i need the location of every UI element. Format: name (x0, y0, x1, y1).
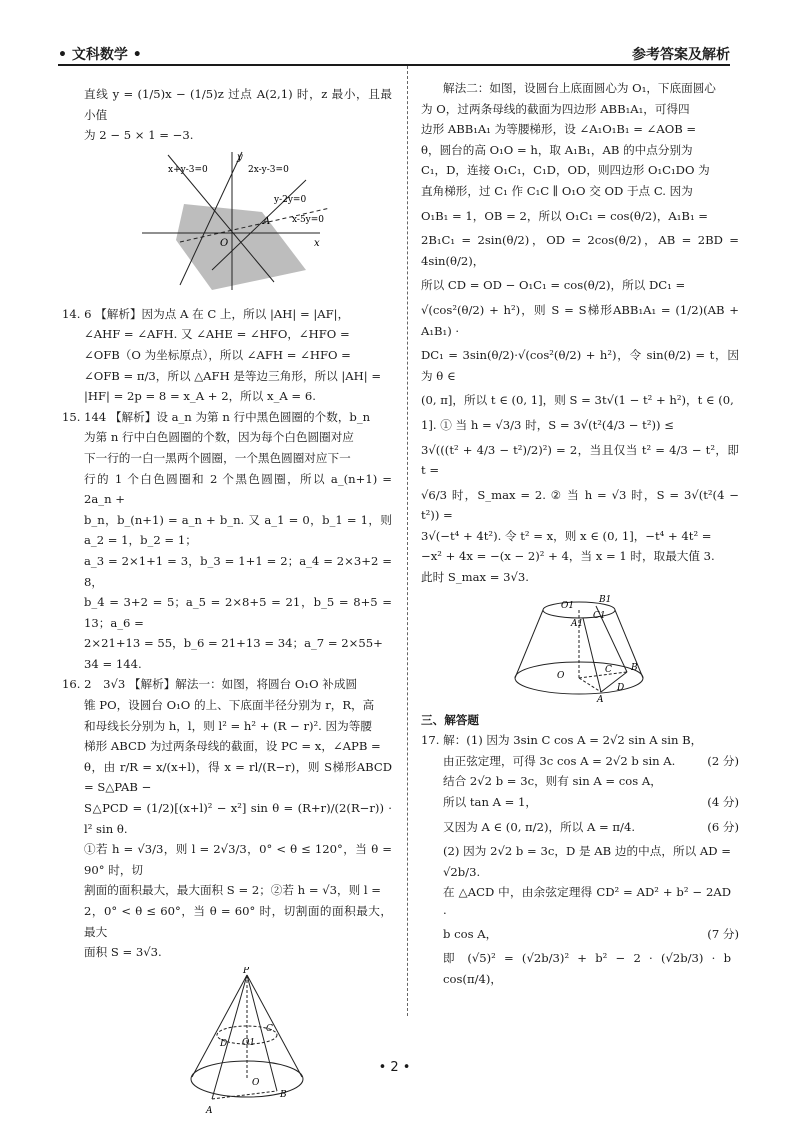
text-line: 为第 n 行中白色圆圈的个数，因为每个白色圆圈对应 (84, 430, 354, 445)
frustum-label: A (597, 694, 604, 704)
score-mark (731, 948, 739, 989)
frustum-label: C (605, 664, 612, 675)
text-line: b_4 = 3+2 = 5；a_5 = 2×8+5 = 21，b_5 = 8+5 = 13；a_6 = (84, 595, 392, 630)
text-line: S△PCD = (1/2)[(x+l)² − x²] sin θ = (R+r)/(2(R−r)) · l² sin θ. (84, 801, 392, 836)
text-line: b_n，b_(n+1) = a_n + b_n. 又 a_1 = 0，b_1 = 1，则 a_2 = 1，b_2 = 1； (84, 512, 392, 548)
question-17-row: (2) 因为 2√2 b = 3c，D 是 AB 边的中点，所以 AD = √2b/3. (421, 841, 739, 882)
x-axis-label: x (314, 237, 320, 249)
score-mark (731, 841, 739, 882)
text-line: (0, π]，所以 t ∈ (0, 1]，则 S = 3t√(1 − t² + h²)，t ∈ (0, (421, 393, 734, 408)
frustum-figure (421, 592, 739, 704)
text-line: 34 = 144. (84, 656, 142, 671)
text-line: −x² + 4x = −(x − 2)² + 4，当 x = 1 时，取最大值 3. (421, 549, 715, 564)
page-header (58, 14, 730, 66)
cone-label: O1 (242, 1037, 256, 1048)
text-line: 直线 y = (1/5)x − (1/5)z 过点 A(2,1) 时，z 最小，且最小值 (84, 87, 392, 122)
text-line: 锥 PO，设圆台 O₁O 的上、下底面半径分别为 r，R，高 (84, 698, 375, 713)
y-axis-label: y (237, 151, 243, 163)
text-line: 边形 ABB₁A₁ 为等腰梯形，设 ∠A₁O₁B₁ = ∠AOB = (421, 122, 697, 137)
frustum-label: O (557, 670, 565, 681)
frustum-label: B1 (599, 594, 612, 605)
question-17-row: 又因为 A ∈ (0, π/2)，所以 A = π/4. (6 分) (421, 817, 739, 838)
text-line: √(cos²(θ/2) + h²)，则 S = S梯形ABB₁A₁ = (1/2)(AB + A₁B₁) · (421, 302, 739, 338)
text-line: √6/3 时，S_max = 2. ② 当 h = √3 时，S = 3√(t²(4 − t²)) = (421, 487, 739, 523)
text-line: 2，0° < θ ≤ 60°，当 θ = 60° 时，切割面的面积最大，最大 (84, 904, 392, 939)
cone-label: C (266, 1023, 273, 1034)
origin-label: O (220, 237, 229, 249)
subject-label: • 文科数学 • (58, 47, 142, 63)
line-label: x+y-3=0 (168, 164, 208, 175)
question-17-row: 在 △ACD 中，由余弦定理得 CD² = AD² + b² − 2AD · (421, 882, 739, 923)
line-label: x-5y=0 (292, 214, 325, 225)
section-label: 参考答案及解析 (632, 47, 730, 63)
text-line: ∠OFB（O 为坐标原点），所以 ∠AFH = ∠HFO = (84, 347, 351, 362)
page-number: • 2 • (378, 1060, 411, 1075)
question-17-row: 所以 tan A = 1， (4 分) (421, 792, 739, 813)
score-mark (731, 771, 739, 792)
text-line: 行的 1 个白色圆圈和 2 个黑色圆圈，所以 a_(n+1) = 2a_n + (84, 471, 392, 507)
question-17-row: 由正弦定理，可得 3c cos A = 2√2 b sin A. (2 分) (421, 751, 739, 772)
text-line: 为 O，过两条母线的截面为四边形 ABB₁A₁，可得四 (421, 101, 690, 116)
text-line: 15. 144 【解析】设 a_n 为第 n 行中黑色圆圈的个数，b_n (62, 409, 371, 424)
text-line: DC₁ = 3sin(θ/2)·√(cos²(θ/2) + h²)，令 sin(θ/2) = t，因为 θ ∈ (421, 348, 739, 383)
text-line: ∠AHF = ∠AFH. 又 ∠AHE = ∠HFO，∠HFO = (84, 327, 350, 342)
line-label: y-2y=0 (274, 194, 307, 205)
frustum-label: O1 (561, 600, 575, 611)
score-mark: (7 分) (707, 926, 739, 941)
text-line: 此时 S_max = 3√3. (421, 570, 529, 585)
column-divider (407, 66, 408, 1016)
text-line: ①若 h = √3/3，则 l = 2√3/3，0° < θ ≤ 120°，当 θ = 90° 时，切 (84, 842, 392, 877)
frustum-label: A1 (571, 618, 584, 629)
text-line: 3√(((t² + 4/3 − t²)/2)²) = 2，当且仅当 t² = 4/3 − t²，即 t = (421, 442, 739, 478)
text-line: 割面的面积最大，最大面积 S = 2；②若 h = √3，则 l = (84, 883, 381, 898)
text-line: 16. 2 3√3 【解析】解法一：如图，将圆台 O₁O 补成圆 (62, 677, 358, 692)
text-line: 3√(−t⁴ + 4t²). 令 t² = x，则 x ∈ (0, 1]，−t⁴ + 4t² = (421, 528, 712, 543)
text-line: |HF| = 2p = 8 = x_A + 2，所以 x_A = 6. (84, 389, 316, 404)
left-column (62, 84, 392, 1123)
text-line: 梯形 ABCD 为过两条母线的截面，设 PC = x，∠APB = (84, 739, 381, 754)
text-line: 下一行的一白一黑两个圆圈，一个黑色圆圈对应下一 (84, 450, 351, 465)
text-line: 14. 6 【解析】因为点 A 在 C 上，所以 |AH| = |AF|， (62, 306, 350, 321)
text-line: 和母线长分别为 h，l，则 l² = h² + (R − r)². 因为等腰 (84, 718, 372, 733)
score-mark (731, 882, 739, 923)
cone-label: P (243, 966, 250, 976)
text-line: 面积 S = 3√3. (84, 945, 162, 960)
text-line: ∠OFB = π/3，所以 △AFH 是等边三角形，所以 |AH| = (84, 368, 382, 383)
text-line: C₁，D，连接 O₁C₁，C₁D，OD，则四边形 O₁C₁DO 为 (421, 163, 710, 178)
cone-label: D (220, 1038, 228, 1049)
text-line: θ，由 r/R = x/(x+l)，得 x = rl/(R−r)，则 S梯形ABCD = S△PAB − (84, 759, 392, 795)
text-line: 2B₁C₁ = 2sin(θ/2)，OD = 2cos(θ/2)，AB = 2BD = 4sin(θ/2)， (421, 233, 739, 268)
point-a-label: A (263, 215, 271, 227)
text-line: 直角梯形，过 C₁ 作 C₁C ∥ O₁O 交 OD 于点 C. 因为 (421, 183, 693, 198)
score-mark: (2 分) (707, 753, 739, 768)
text-line: 所以 CD = OD − O₁C₁ = cos(θ/2)，所以 DC₁ = (421, 278, 686, 293)
score-mark: (6 分) (707, 819, 739, 834)
frustum-label: C1 (593, 610, 606, 621)
section-title: 三、解答题 (421, 712, 479, 727)
question-17-line: 17. 解：(1) 因为 3sin C cos A = 2√2 sin A sin B， (421, 733, 703, 748)
text-line: O₁B₁ = 1，OB = 2，所以 O₁C₁ = cos(θ/2)，A₁B₁ = (421, 208, 708, 223)
cone-label: A (206, 1105, 213, 1116)
score-mark: (4 分) (707, 795, 739, 810)
line-label: 2x-y-3=0 (248, 164, 289, 175)
cone-figure (62, 967, 392, 1117)
right-column (421, 78, 739, 989)
text-line: 1]. ① 当 h = √3/3 时，S = 3√(t²(4/3 − t²)) ≤ (421, 417, 674, 432)
cone-label: O (252, 1077, 260, 1088)
text-line: a_3 = 2×1+1 = 3，b_3 = 1+1 = 2；a_4 = 2×3+2 = 8， (84, 553, 392, 589)
text-line: 2×21+13 = 55，b_6 = 21+13 = 34；a_7 = 2×55+ (84, 636, 383, 651)
feasible-region-figure (62, 150, 392, 298)
frustum-label: D (617, 682, 625, 693)
text-line: 解法二：如图，设圆台上底面圆心为 O₁，下底面圆心 (443, 81, 716, 95)
question-17-row: 结合 2√2 b = 3c，则有 sin A = cos A， (421, 771, 739, 792)
shaded-region (176, 204, 306, 290)
text-line: θ，圆台的高 O₁O = h，取 A₁B₁，AB 的中点分别为 (421, 142, 693, 157)
text-line: 为 2 − 5 × 1 = −3. (84, 128, 194, 143)
question-17-row: 即 (√5)² = (√2b/3)² + b² − 2 · (√2b/3) · b cos(π/4)， (421, 948, 739, 989)
question-17-row: b cos A， (7 分) (421, 924, 739, 945)
frustum-label: B (631, 662, 638, 673)
cone-label: B (280, 1089, 287, 1100)
